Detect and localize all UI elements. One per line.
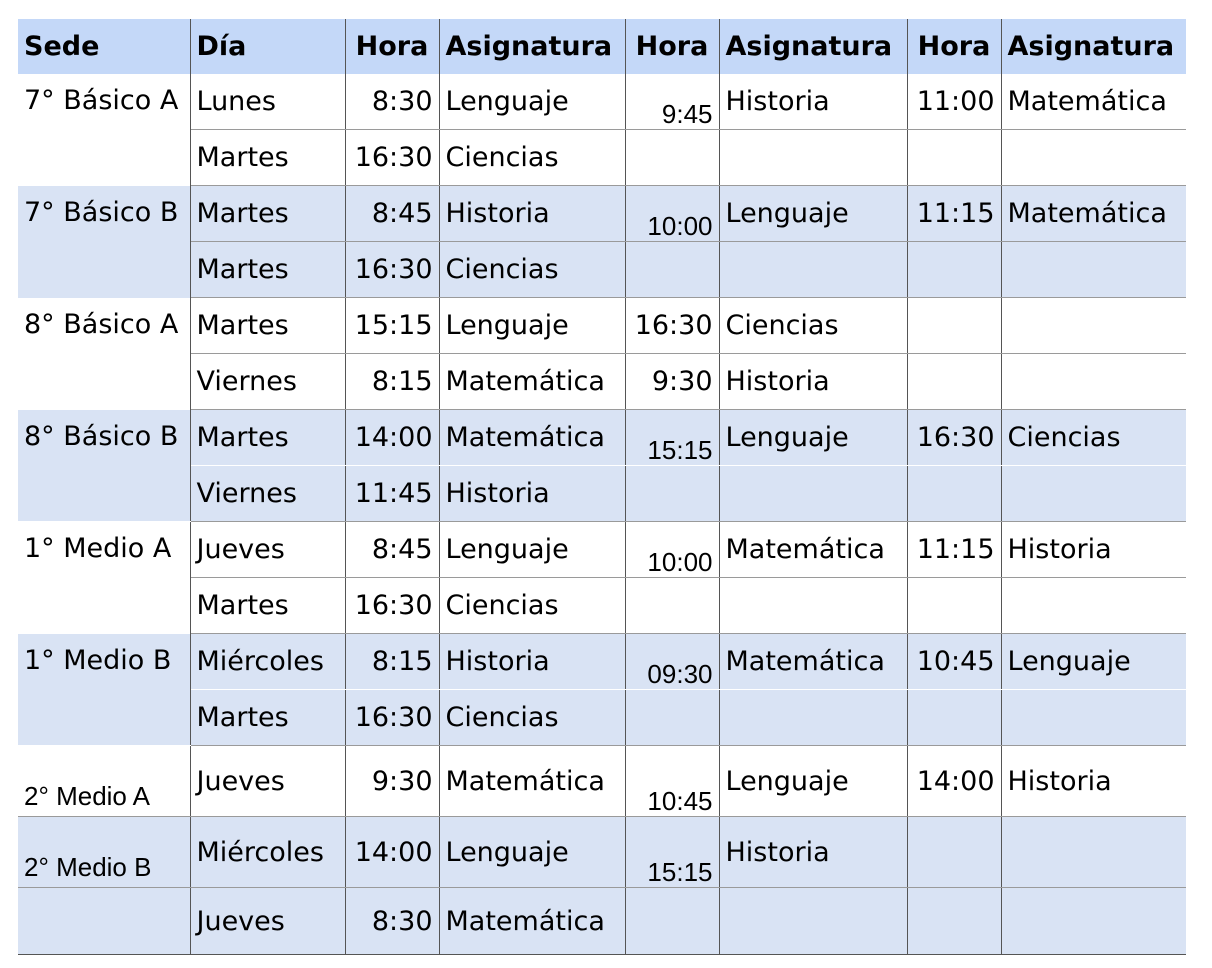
asig1-cell: Lenguaje xyxy=(439,522,625,578)
asig3-cell: Matemática xyxy=(1001,74,1186,130)
asig3-cell: Lenguaje xyxy=(1001,634,1186,690)
table-row xyxy=(18,746,1186,817)
table-row xyxy=(18,354,1186,410)
header-asignatura-3: Asignatura xyxy=(1001,19,1186,74)
hora1-cell: 8:15 xyxy=(345,354,439,410)
hora3-cell xyxy=(907,242,1001,298)
header-sede: Sede xyxy=(18,19,190,74)
table-row xyxy=(18,242,1186,298)
asig3-cell xyxy=(1001,130,1186,186)
table-row xyxy=(18,690,1186,746)
asig2-cell: Lenguaje xyxy=(719,186,907,242)
sede-cell: 1° Medio B xyxy=(18,634,190,746)
hora1-cell: 8:15 xyxy=(345,634,439,690)
group-2-medio-b xyxy=(18,817,1186,955)
hora1-cell: 15:15 xyxy=(345,298,439,354)
hora2-cell xyxy=(625,130,719,186)
dia-cell: Martes xyxy=(190,690,345,746)
asig3-cell xyxy=(1001,298,1186,354)
dia-cell: Martes xyxy=(190,410,345,466)
group-7-basico-a xyxy=(18,74,1186,186)
dia-cell: Lunes xyxy=(190,74,345,130)
asig2-cell: Matemática xyxy=(719,634,907,690)
asig2-cell: Historia xyxy=(719,74,907,130)
hora2-cell: 15:15 xyxy=(625,410,719,466)
sede-cell: 2° Medio B xyxy=(18,817,190,888)
table-row xyxy=(18,634,1186,690)
hora1-cell: 9:30 xyxy=(345,746,439,817)
dia-cell: Miércoles xyxy=(190,634,345,690)
asig2-cell: Lenguaje xyxy=(719,746,907,817)
hora1-cell: 8:30 xyxy=(345,74,439,130)
asig3-cell xyxy=(1001,354,1186,410)
sede-cell: 7° Básico A xyxy=(18,74,190,186)
table-row xyxy=(18,888,1186,955)
group-1-medio-a xyxy=(18,522,1186,634)
dia-cell: Martes xyxy=(190,186,345,242)
hora3-cell xyxy=(907,578,1001,634)
dia-cell: Jueves xyxy=(190,522,345,578)
group-8-basico-a xyxy=(18,298,1186,410)
schedule-table xyxy=(18,19,1186,955)
hora3-cell xyxy=(907,354,1001,410)
dia-cell: Miércoles xyxy=(190,817,345,888)
table-row xyxy=(18,817,1186,888)
hora3-cell xyxy=(907,298,1001,354)
table-row xyxy=(18,186,1186,242)
asig2-cell: Historia xyxy=(719,817,907,888)
hora3-cell: 14:00 xyxy=(907,746,1001,817)
hora2-cell: 15:15 xyxy=(625,817,719,888)
hora2-cell: 9:30 xyxy=(625,354,719,410)
header-dia: Día xyxy=(190,19,345,74)
asig1-cell: Ciencias xyxy=(439,578,625,634)
group-2-medio-a xyxy=(18,746,1186,817)
hora1-cell: 11:45 xyxy=(345,466,439,522)
sede-cell: 7° Básico B xyxy=(18,186,190,298)
asig2-cell: Historia xyxy=(719,354,907,410)
hora3-cell: 16:30 xyxy=(907,410,1001,466)
hora2-cell: 10:00 xyxy=(625,522,719,578)
hora2-cell xyxy=(625,242,719,298)
hora1-cell: 16:30 xyxy=(345,242,439,298)
hora3-cell xyxy=(907,888,1001,955)
table-row xyxy=(18,298,1186,354)
hora2-cell: 10:45 xyxy=(625,746,719,817)
hora1-cell: 8:45 xyxy=(345,186,439,242)
hora2-cell: 9:45 xyxy=(625,74,719,130)
asig3-cell: Matemática xyxy=(1001,186,1186,242)
asig1-cell: Ciencias xyxy=(439,130,625,186)
asig3-cell: Historia xyxy=(1001,522,1186,578)
dia-cell: Jueves xyxy=(190,888,345,955)
header-row xyxy=(18,19,1186,74)
hora2-cell: 09:30 xyxy=(625,634,719,690)
sede-cell-empty xyxy=(18,888,190,955)
asig3-cell xyxy=(1001,888,1186,955)
hora3-cell xyxy=(907,466,1001,522)
sede-cell: 8° Básico B xyxy=(18,410,190,522)
hora1-cell: 16:30 xyxy=(345,690,439,746)
hora3-cell: 10:45 xyxy=(907,634,1001,690)
group-7-basico-b xyxy=(18,186,1186,298)
table-row xyxy=(18,522,1186,578)
asig1-cell: Ciencias xyxy=(439,690,625,746)
hora2-cell xyxy=(625,690,719,746)
hora2-cell: 16:30 xyxy=(625,298,719,354)
hora3-cell xyxy=(907,130,1001,186)
hora3-cell xyxy=(907,690,1001,746)
table-row xyxy=(18,74,1186,130)
table-row xyxy=(18,410,1186,466)
hora2-cell xyxy=(625,578,719,634)
asig1-cell: Matemática xyxy=(439,354,625,410)
asig1-cell: Lenguaje xyxy=(439,74,625,130)
asig1-cell: Historia xyxy=(439,186,625,242)
header-hora-3: Hora xyxy=(907,19,1001,74)
asig3-cell: Ciencias xyxy=(1001,410,1186,466)
asig1-cell: Matemática xyxy=(439,888,625,955)
asig2-cell xyxy=(719,130,907,186)
asig2-cell: Matemática xyxy=(719,522,907,578)
header-asignatura-1: Asignatura xyxy=(439,19,625,74)
asig2-cell xyxy=(719,690,907,746)
asig3-cell xyxy=(1001,242,1186,298)
header-hora-2: Hora xyxy=(625,19,719,74)
asig1-cell: Matemática xyxy=(439,746,625,817)
hora2-cell xyxy=(625,888,719,955)
asig2-cell: Lenguaje xyxy=(719,410,907,466)
dia-cell: Martes xyxy=(190,242,345,298)
hora1-cell: 14:00 xyxy=(345,410,439,466)
hora1-cell: 16:30 xyxy=(345,130,439,186)
asig3-cell xyxy=(1001,466,1186,522)
asig2-cell xyxy=(719,888,907,955)
asig1-cell: Lenguaje xyxy=(439,817,625,888)
asig1-cell: Historia xyxy=(439,466,625,522)
dia-cell: Viernes xyxy=(190,354,345,410)
hora1-cell: 8:30 xyxy=(345,888,439,955)
asig2-cell: Ciencias xyxy=(719,298,907,354)
hora3-cell: 11:15 xyxy=(907,186,1001,242)
asig1-cell: Lenguaje xyxy=(439,298,625,354)
table-row xyxy=(18,130,1186,186)
sede-cell: 8° Básico A xyxy=(18,298,190,410)
dia-cell: Martes xyxy=(190,578,345,634)
dia-cell: Martes xyxy=(190,298,345,354)
asig2-cell xyxy=(719,242,907,298)
dia-cell: Jueves xyxy=(190,746,345,817)
header-asignatura-2: Asignatura xyxy=(719,19,907,74)
hora2-cell: 10:00 xyxy=(625,186,719,242)
dia-cell: Viernes xyxy=(190,466,345,522)
hora1-cell: 16:30 xyxy=(345,578,439,634)
asig2-cell xyxy=(719,466,907,522)
hora2-cell xyxy=(625,466,719,522)
hora3-cell xyxy=(907,817,1001,888)
sede-cell: 2° Medio A xyxy=(18,746,190,817)
asig1-cell: Historia xyxy=(439,634,625,690)
group-1-medio-b xyxy=(18,634,1186,746)
asig1-cell: Matemática xyxy=(439,410,625,466)
table-row xyxy=(18,578,1186,634)
asig3-cell xyxy=(1001,578,1186,634)
hora1-cell: 14:00 xyxy=(345,817,439,888)
hora1-cell: 8:45 xyxy=(345,522,439,578)
asig3-cell: Historia xyxy=(1001,746,1186,817)
dia-cell: Martes xyxy=(190,130,345,186)
hora3-cell: 11:00 xyxy=(907,74,1001,130)
asig3-cell xyxy=(1001,817,1186,888)
asig2-cell xyxy=(719,578,907,634)
hora3-cell: 11:15 xyxy=(907,522,1001,578)
header-hora-1: Hora xyxy=(345,19,439,74)
asig1-cell: Ciencias xyxy=(439,242,625,298)
group-8-basico-b xyxy=(18,410,1186,522)
table-row xyxy=(18,466,1186,522)
sede-cell: 1° Medio A xyxy=(18,522,190,634)
asig3-cell xyxy=(1001,690,1186,746)
